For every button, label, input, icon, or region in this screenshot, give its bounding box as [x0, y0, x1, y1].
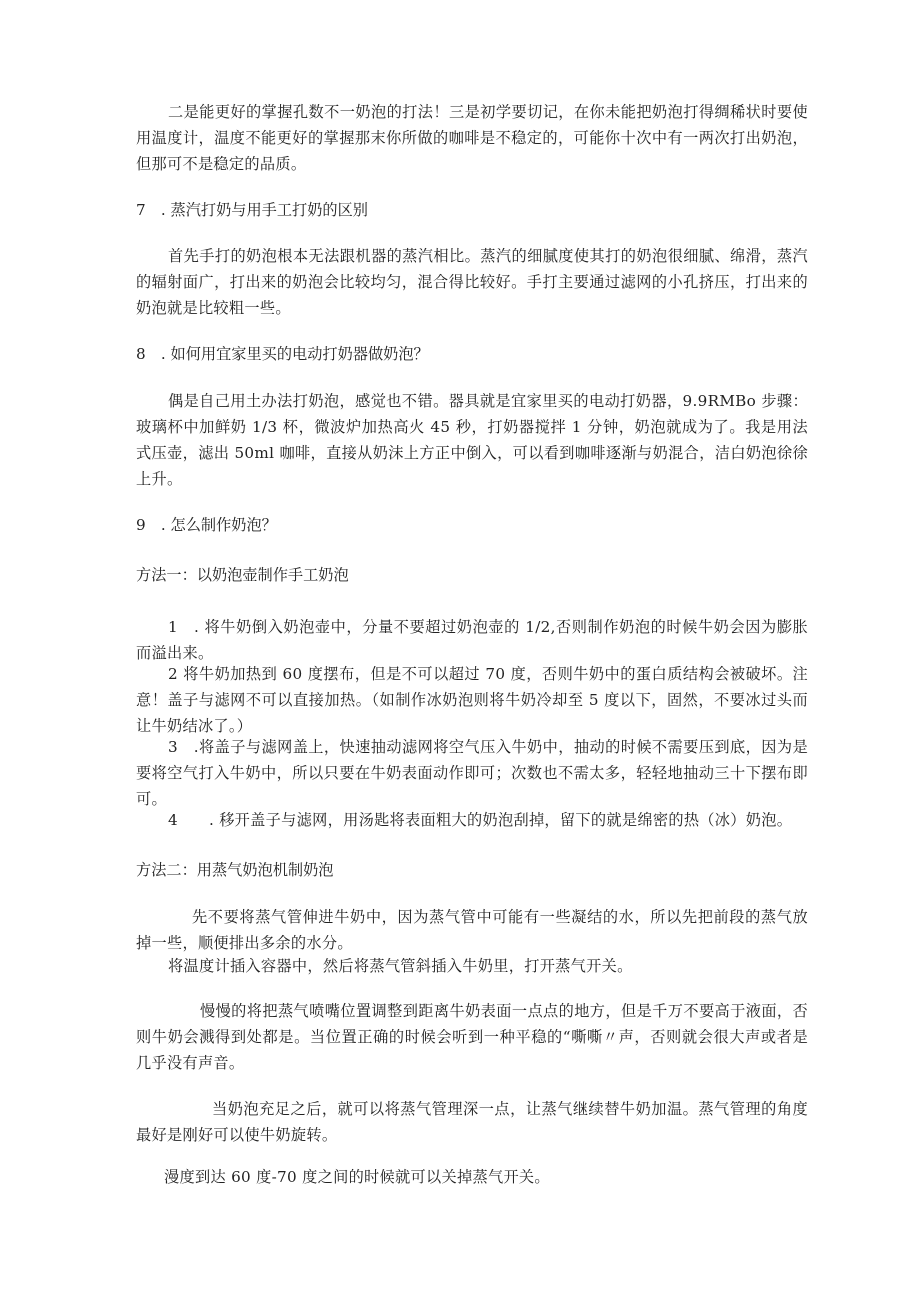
- method-one-step-3: 3 .将盖子与滤网盖上，快速抽动滤网将空气压入牛奶中，抽动的时候不需要压到底，因为是要将空气打入牛奶中，所以只要在牛奶表面动作即可；次数也不需太多，轻轻地抽动三十下摆布即可。: [136, 738, 808, 808]
- method-one-title: 方法一：以奶泡壶制作手工奶泡: [136, 566, 349, 584]
- paragraph-intro: 二是能更好的掌握孔数不一奶泡的打法！三是初学要切记，在你未能把奶泡打得绸稀状时要使用温度计，温度不能更好的掌握那末你所做的咖啡是不稳定的，可能你十次中有一两次打出奶泡，但那可不是稳定的品质。: [136, 103, 808, 173]
- heading-9: 9 . 怎么制作奶泡？: [136, 516, 277, 534]
- method-two-step-2: 将温度计插入容器中，然后将蒸气管斜插入牛奶里，打开蒸气开关。: [168, 957, 633, 975]
- heading-8: 8 . 如何用宜家里买的电动打奶器做奶泡？: [136, 345, 429, 363]
- method-two-title: 方法二：用蒸气奶泡机制奶泡: [136, 861, 334, 879]
- paragraph-electric-frother: 偶是自己用土办法打奶泡，感觉也不错。器具就是宜家里买的电动打奶器，9.9RMBo 步骤：玻璃杯中加鲜奶 1/3 杯，微波炉加热高火 45 秒，打奶器搅拌 1 分钟，奶泡就成为了。我是用法式压壶，滤出 50ml 咖啡，直接从奶沫上方正中倒入，可以看到咖啡逐渐与奶混合，洁白奶泡徐徐上升。: [136, 392, 808, 488]
- method-two-step-1: 先不要将蒸气管伸进牛奶中，因为蒸气管中可能有一些凝结的水，所以先把前段的蒸气放掉一些，顺便排出多余的水分。: [136, 908, 808, 952]
- method-one-step-2: 2 将牛奶加热到 60 度摆布，但是不可以超过 70 度，否则牛奶中的蛋白质结构会被破坏。注意！盖子与滤网不可以直接加热。（如制作冰奶泡则将牛奶冷却至 5 度以下，固然，不要冰过头而让牛奶结冰了。）: [136, 665, 808, 735]
- heading-7: 7 . 蒸汽打奶与用手工打奶的区别: [136, 201, 368, 219]
- method-two-step-4: 当奶泡充足之后，就可以将蒸气管理深一点，让蒸气继续替牛奶加温。蒸气管理的角度最好是刚好可以使牛奶旋转。: [136, 1100, 808, 1144]
- method-one-step-1: 1 . 将牛奶倒入奶泡壶中，分量不要超过奶泡壶的 1/2,否则制作奶泡的时候牛奶会因为膨胀而溢出来。: [136, 618, 808, 662]
- paragraph-steam-vs-hand: 首先手打的奶泡根本无法跟机器的蒸汽相比。蒸汽的细腻度使其打的奶泡很细腻、绵滑，蒸汽的辐射面广，打出来的奶泡会比较均匀，混合得比较好。手打主要通过滤网的小孔挤压，打出来的奶泡就是比较粗一些。: [136, 247, 808, 317]
- method-one-step-4: 4 . 移开盖子与滤网，用汤匙将表面粗大的奶泡刮掉，留下的就是绵密的热（冰）奶泡。: [168, 811, 793, 829]
- method-two-step-3: 慢慢的将把蒸气喷嘴位置调整到距离牛奶表面一点点的地方，但是千万不要高于液面，否则牛奶会溅得到处都是。当位置正确的时候会听到一种平稳的“嘶嘶〃声，否则就会很大声或者是几乎没有声音。: [136, 1002, 808, 1072]
- method-two-step-5: 漫度到达 60 度-70 度之间的时候就可以关掉蒸气开关。: [164, 1168, 550, 1186]
